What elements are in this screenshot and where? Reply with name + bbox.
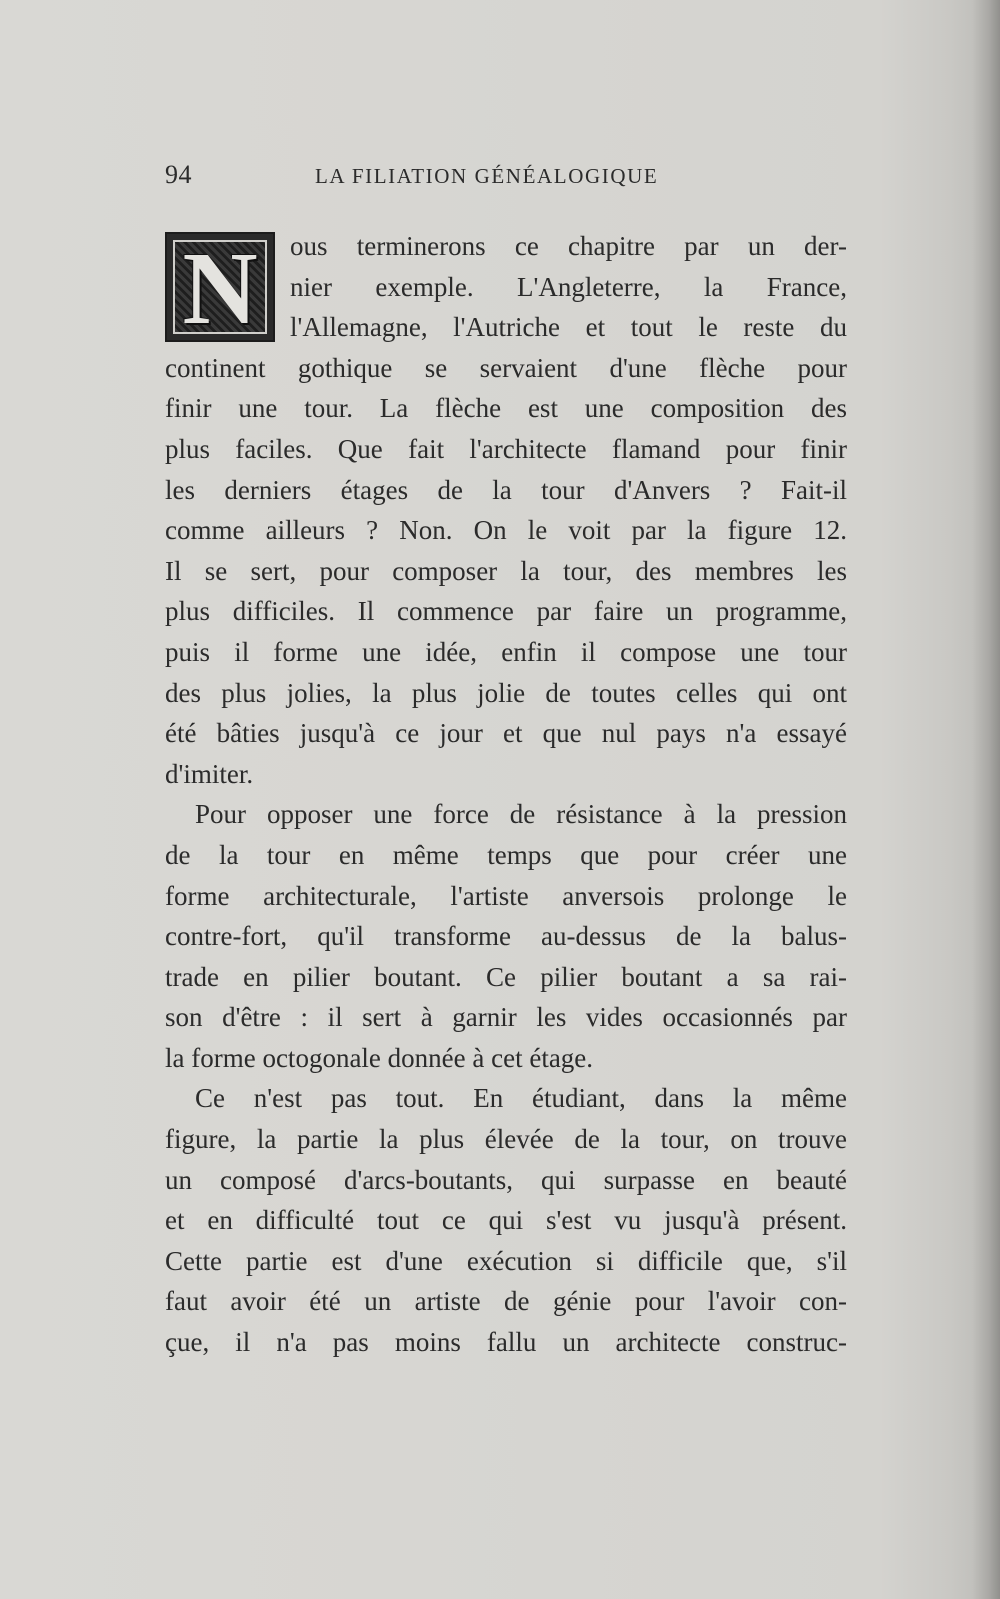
text-line: Cette partie est d'une exécution si difficile que, s'il: [165, 1245, 847, 1276]
text-line: finir une tour. La flèche est une composition des: [165, 393, 847, 424]
text-line: les derniers étages de la tour d'Anvers ? Fait-il: [165, 474, 847, 505]
text-line: plus faciles. Que fait l'architecte flamand pour finir: [165, 433, 847, 464]
text-line: plus difficiles. Il commence par faire un programme,: [165, 596, 847, 627]
text-line: un composé d'arcs-boutants, qui surpasse en beauté: [165, 1164, 847, 1195]
text-line: continent gothique se servaient d'une flèche pour: [165, 352, 847, 383]
text-line: la forme octogonale donnée à cet étage.: [165, 1042, 594, 1073]
text-line: son d'être : il sert à garnir les vides occasionnés par: [165, 1002, 847, 1033]
paragraph-2: [165, 794, 847, 1078]
running-head: [165, 160, 845, 196]
text-line: forme architecturale, l'artiste anversois prolonge le: [165, 880, 847, 911]
running-title: LA FILIATION GÉNÉALOGIQUE: [315, 164, 659, 188]
text-line: faut avoir été un artiste de génie pour l'avoir con-: [165, 1286, 847, 1317]
text-line: puis il forme une idée, enfin il compose une tour: [165, 636, 847, 667]
text-line: Pour opposer une force de résistance à la pression: [195, 799, 847, 830]
page-edge-shadow: [972, 0, 1000, 1599]
paragraph-3: [165, 1078, 847, 1362]
page-number: 94: [165, 160, 192, 189]
text-line: contre-fort, qu'il transforme au-dessus de la balus-: [165, 921, 847, 952]
text-line: trade en pilier boutant. Ce pilier boutant a sa rai-: [165, 961, 847, 992]
text-line: nier exemple. L'Angleterre, la France,: [290, 271, 847, 302]
text-line: de la tour en même temps que pour créer une: [165, 839, 847, 870]
text-line: été bâties jusqu'à ce jour et que nul pays n'a essayé: [165, 718, 847, 749]
text-line: Ce n'est pas tout. En étudiant, dans la même: [195, 1083, 847, 1114]
text-line: ous terminerons ce chapitre par un der-: [290, 231, 847, 261]
text-line: des plus jolies, la plus jolie de toutes celles qui ont: [165, 677, 847, 708]
text-line: Il se sert, pour composer la tour, des membres les: [165, 555, 847, 586]
text-line: comme ailleurs ? Non. On le voit par la figure 12.: [165, 515, 847, 546]
text-line: et en difficulté tout ce qui s'est vu jusqu'à présent.: [165, 1205, 847, 1236]
text-line: d'imiter.: [165, 758, 254, 789]
initial-letter: N: [182, 232, 258, 342]
decorated-initial-n: [165, 232, 275, 342]
text-line: l'Allemagne, l'Autriche et tout le reste du: [290, 312, 847, 343]
text-line: figure, la partie la plus élevée de la tour, on trouve: [165, 1124, 847, 1155]
body-text: [165, 226, 847, 1363]
text-line: çue, il n'a pas moins fallu un architecte construc-: [165, 1327, 847, 1358]
